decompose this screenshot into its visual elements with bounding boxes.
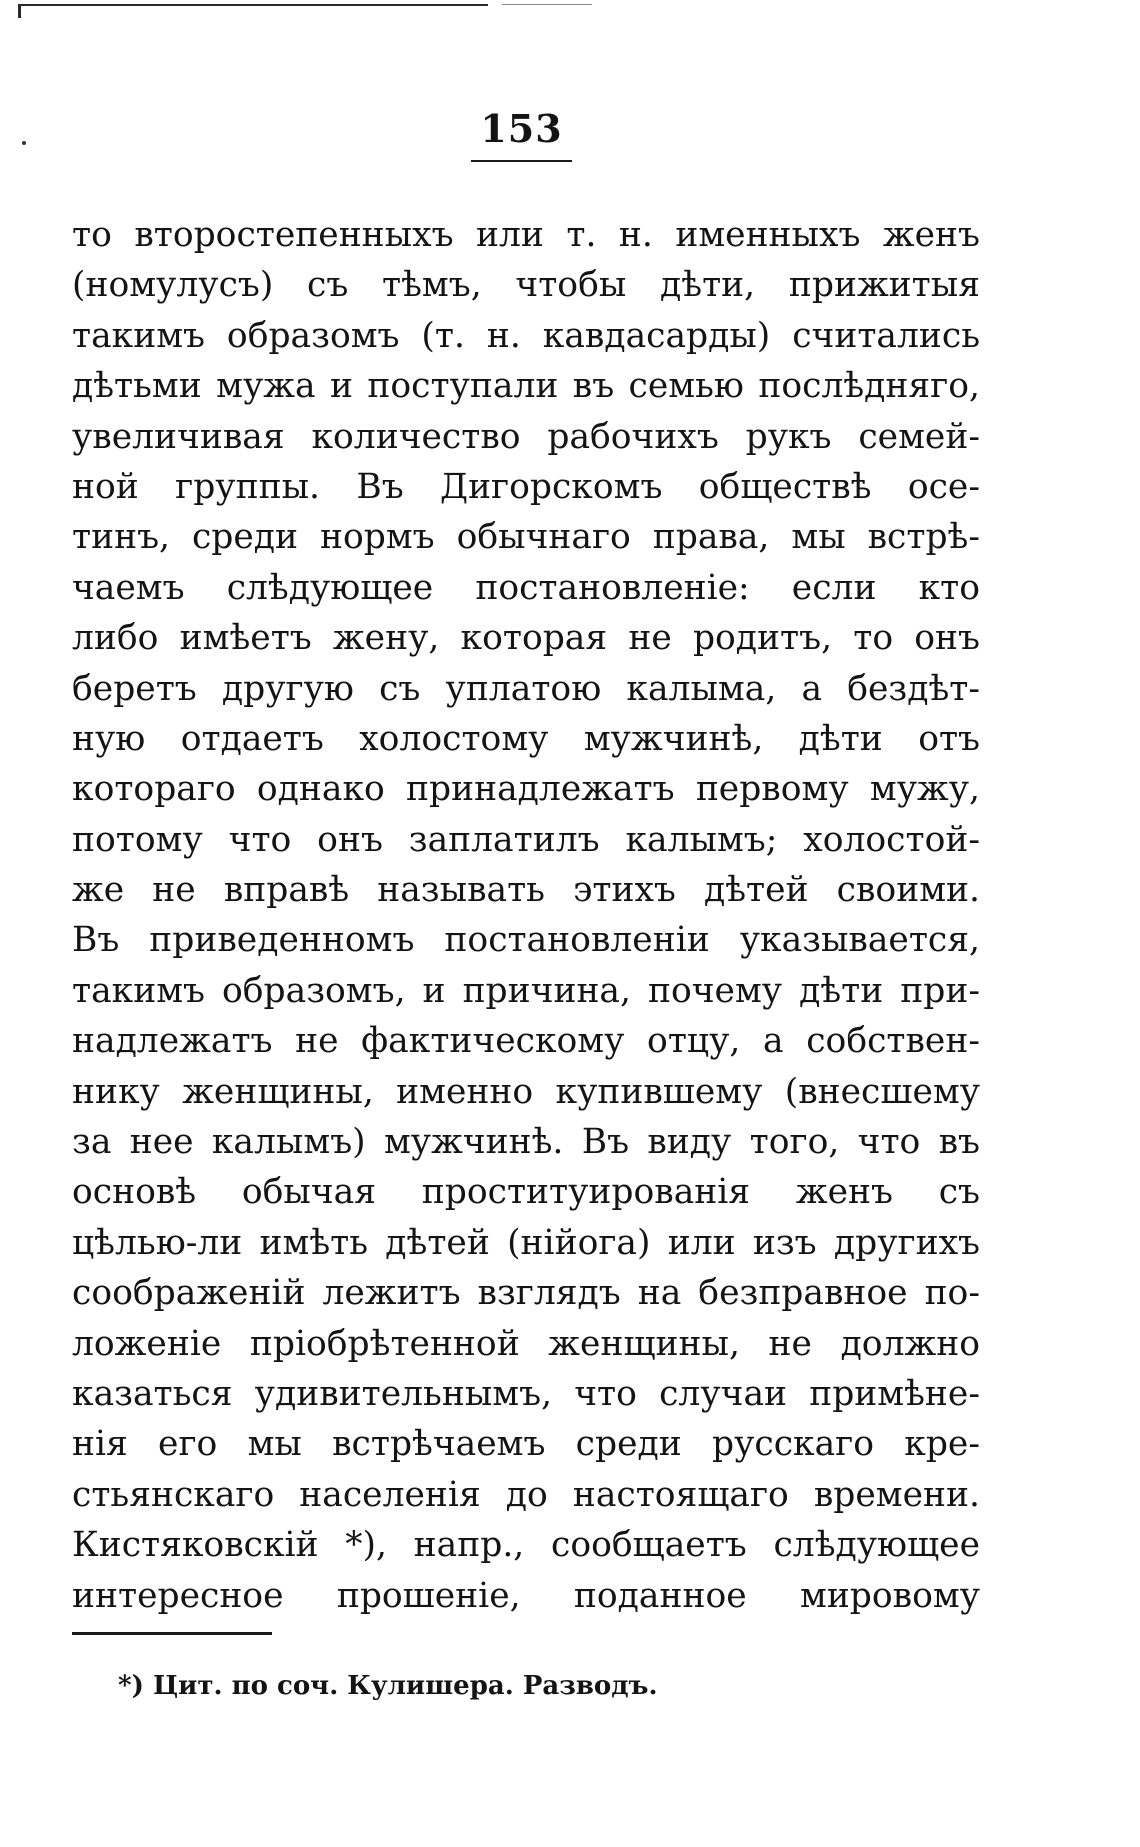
text-line: стьянскаго населенія до настоящаго времени. xyxy=(72,1474,980,1515)
text-line: интересное прошеніе, поданное мировому xyxy=(72,1575,980,1616)
text-line: цѣлью-ли имѣть дѣтей (нійога) или изъ другихъ xyxy=(72,1222,980,1263)
text-line: Въ приведенномъ постановленіи указывается, xyxy=(72,920,980,961)
text-line: нія его мы встрѣчаемъ среди русскаго кре- xyxy=(72,1424,980,1465)
footnote: *) Цит. по соч. Кулишера. Разводъ. xyxy=(118,1671,658,1701)
text-line: ную отдаетъ холостому мужчинѣ, дѣти отъ xyxy=(72,718,980,759)
text-line: соображеній лежитъ взглядъ на безправное по- xyxy=(72,1273,980,1314)
text-line: потому что онъ заплатилъ калымъ; холостой- xyxy=(72,819,980,860)
page-number-rule xyxy=(471,160,572,162)
text-line: такимъ образомъ (т. н. кавдасарды) считались xyxy=(72,315,980,356)
page-number: 153 xyxy=(480,106,563,151)
body-text xyxy=(72,210,980,1621)
text-line: нику женщины, именно купившему (внесшему xyxy=(72,1071,980,1112)
footnote-rule xyxy=(72,1632,272,1635)
scan-artifact-top-dash xyxy=(502,4,592,5)
text-line: же не вправѣ называть этихъ дѣтей своими. xyxy=(72,870,980,911)
text-line: беретъ другую съ уплатою калыма, а бездѣт- xyxy=(72,668,980,709)
scan-artifact-top-line xyxy=(18,4,488,6)
scan-artifact-dot xyxy=(22,141,26,145)
text-line: такимъ образомъ, и причина, почему дѣти при- xyxy=(72,970,980,1011)
text-line: увеличивая количество рабочихъ рукъ семей- xyxy=(72,416,980,457)
text-line: чаемъ слѣдующее постановленіе: если кто xyxy=(72,567,980,608)
text-line: Кистяковскій *), напр., сообщаетъ слѣдующее xyxy=(72,1525,980,1566)
text-line: основѣ обычая проституированія женъ съ xyxy=(72,1172,980,1213)
text-line: либо имѣетъ жену, которая не родитъ, то онъ xyxy=(72,618,980,659)
text-line: тинъ, среди нормъ обычнаго права, мы встрѣ- xyxy=(72,517,980,558)
text-line: ной группы. Въ Дигорскомъ обществѣ осе- xyxy=(72,466,980,507)
text-line: дѣтьми мужа и поступали въ семью послѣдняго, xyxy=(72,366,980,407)
text-line: надлежатъ не фактическому отцу, а собствен- xyxy=(72,1021,980,1062)
text-line: (номулусъ) съ тѣмъ, чтобы дѣти, прижитыя xyxy=(72,265,980,306)
scan-artifact-mark xyxy=(18,4,21,18)
text-line: за нее калымъ) мужчинѣ. Въ виду того, что въ xyxy=(72,1122,980,1163)
text-line: ложеніе пріобрѣтенной женщины, не должно xyxy=(72,1323,980,1364)
text-line: казаться удивительнымъ, что случаи примѣне- xyxy=(72,1373,980,1414)
text-line: то второстепенныхъ или т. н. именныхъ женъ xyxy=(72,215,980,255)
text-line: котораго однако принадлежатъ первому мужу, xyxy=(72,769,980,810)
